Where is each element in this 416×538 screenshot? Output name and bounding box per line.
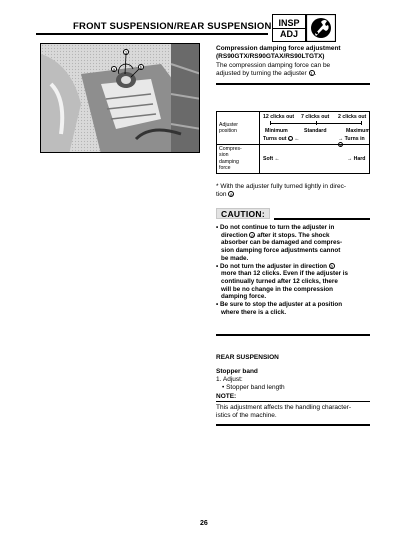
turns-in-label: → Turns in a [338,136,365,149]
header-rule [36,33,268,35]
bullet2-line2: more than 12 clicks. Even if the adjuster is [221,270,349,278]
stopper-band-heading: Stopper band [216,368,258,375]
callout-1: 1 [124,50,128,55]
adjuster-label-line1: Adjuster [219,122,239,128]
ref-b: b [289,137,292,143]
note-rule-bottom [216,424,370,426]
bullet1-line2b: after it stops. The shock [257,231,330,239]
damping-label-line3: damping [219,158,239,165]
hard-text: Hard [353,156,366,162]
adjuster-label-line2: position [219,128,237,135]
bullet1-line4: sion damping force adjustments cannot [221,247,341,255]
bullet3-line1: Be sure to stop the adjuster at a position [219,301,343,309]
compression-heading-line2: (RS90GTX/RS90GTAX/RS90LTGTX) [216,53,325,61]
bullet1-line1: Do not continue to turn the adjuster in [219,224,335,231]
adjuster-position-label [217,112,260,145]
page-title: FRONT SUSPENSION/REAR SUSPENSION [73,21,272,32]
caution-bullet-2: • Do not turn the adjuster in direction b more than 12 clicks. Even if the adjuster is continually turned after 12 clicks, there will be no change in the compression damping force. [216,263,370,302]
turns-out-label: Turns out b ← [263,136,300,143]
callout-a: a [112,67,116,72]
bullet2-line1: Do not turn the adjuster in direction [219,262,328,270]
step-1: 1. Adjust: [216,376,243,383]
maximum-label: Maximum [346,128,370,134]
rear-note-line2: istics of the machine. [216,412,277,420]
bullet2-ref-b: b [330,263,334,269]
bullet1-line2a: direction [221,231,248,239]
badge-top-text: INSP [278,17,300,28]
compression-body-line2-text: adjusted by turning the adjuster [216,70,307,78]
bullet1-line5: be made. [221,254,249,262]
caution-rule-top [274,218,370,220]
step-1-item: • Stopper band length [222,384,285,391]
scale-tick-max [361,121,362,125]
compression-body-line1: The compression damping force can be [216,62,331,69]
note-rule-top [216,401,370,402]
note-ref-a: a [230,192,233,198]
minimum-label: Minimum [265,128,288,134]
adjuster-note-line1: * With the adjuster fully turned lightly in direc- [216,183,347,190]
compression-body [216,62,370,78]
wrench-icon [306,14,336,42]
standard-label: Standard [304,128,327,134]
hard-label: → Hard [347,156,366,162]
clicks-7: 7 clicks out [301,114,330,120]
caution-rule-bottom [216,334,370,336]
turns-in-text: Turns in [344,136,365,142]
adjuster-note [216,183,370,199]
adjuster-note-line2-text: tion [216,191,227,199]
bullet1-line3: absorber can be damaged and compres- [221,239,343,247]
damping-label-line2: sion [219,152,229,159]
section-rule [216,83,370,85]
caution-bullet-3: • Be sure to stop the adjuster at a position where there is a click. [216,301,370,316]
bullet3-line2: where there is a click. [221,308,287,316]
rear-note-line1: This adjustment affects the handling character- [216,404,352,411]
scale-tick-min [270,121,271,125]
caution-label: CAUTION: [216,208,270,219]
bullet1-ref-a: a [251,233,254,239]
bullet2-line5: damping force. [221,293,267,301]
rear-suspension-heading: REAR SUSPENSION [216,354,279,361]
damping-force-label [217,145,260,174]
note-label: NOTE: [216,393,237,400]
bullet2-line4: will be no change in the compression [221,285,333,293]
clicks-12: 12 clicks out [263,114,295,120]
rear-note [216,404,370,420]
compression-body-line2: adjusted by turning the adjuster 1 . [216,70,317,78]
adjustment-table [216,111,370,174]
clicks-2: 2 clicks out [338,114,367,120]
compression-heading [216,45,370,61]
soft-text: Soft [263,156,274,162]
section-badge [272,14,306,42]
caution-bullet-1: • Do not continue to turn the adjuster in direction a after it stops. The shock absorber can be damaged and compres- sion damping force adjustments cannot be made. [216,224,370,263]
adjuster-position-cell [260,112,370,149]
compression-heading-line1: Compression damping force adjustment [216,45,341,52]
soft-label: Soft ← [263,156,280,162]
page-number: 26 [200,520,208,527]
damping-label-line1: Compres- [219,146,242,152]
ref-1: 1 [310,71,313,77]
bullet2-line3: continually turned after 12 clicks, there [221,277,338,285]
callout-b: b [139,65,143,70]
damping-label-line4: force [219,164,231,171]
rear-shock-photo [40,43,200,153]
turns-out-text: Turns out [263,136,287,142]
caution-bullets [216,224,370,316]
damping-force-cell [260,145,370,174]
adjuster-note-line2 [216,191,370,199]
scale-tick-std [316,121,317,125]
badge-bottom-text: ADJ [279,28,298,39]
ref-a: a [339,143,342,149]
